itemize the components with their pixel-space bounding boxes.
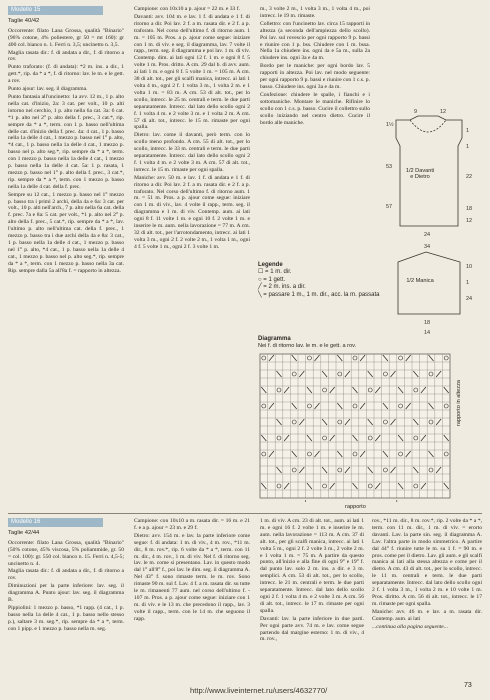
model16-text: rov., *11 m. dir., 8 m. rov.*, rip. 2 volte da * a *, term. con 11 m. dir., 1 m. di viv. = erorto davanti. Lav. la parte sin. seg. il diagramma A. Lav. l'altra parte in modo simmetrico. A partire dal 44° f. riunire tutte le m. su 1 f. = 90 m. e pros. come per il dietro. Lav. gli aum. e gli scalfi manica ai lati alla stessa altezza e come per il dietro. A cm. 43 di alt. tot., per lo scollo, intrecc. le 11 m. centrali e term. le due parti separatamente. Intrecc. dal lato dello scollo ogni 2 f. 1 volta 3 m., 1 volta 2 m. e 10 volte 1 m. Pros. diritto. A cm. 56 di alt. tot., intrecc. le 17 m. rimaste per ogni spalla. [372,518,482,607]
k2tog-symbol: ╱ [258,284,264,291]
model15-text: Sempre su 12 cat., 1 mezzo p. basso nel 1° mezzo p. basso tra i primi 2 archi, della 4a e 6a: 3 cat. per volt., 10 p. alti nell'arch., 7 p. alto nella 6a cat. della f. prec. 7a e 8a: 5 cat. per volt., *1 p. alto nel 2° p. alto della f. prec., 5 cat.*, rip. sempre da * a *, lav. l'ultimo p. alto nell'ultima cat. della f. prec., 1 mezzo p. basso tra i due archi della 4a e 8a: 3 cat., 1 p. basso nella 1a delle 4 cat., 1 mezzo p. basso nel 1° p. alto, *4 cat., 1 p. basso nella 1a delle 4 cat., 1 mezzo p. basso nel p. alto seg.*, rip. sempre da * a *, term. con 1 mezzo p. basso nella 3a cat. Rip. sempre dalla 5a all'8a f. = rapporto in altezza. [8,191,124,274]
model15-text: Davanti: avv. 104 m. e lav. 1 f. di andata e 1 f. di ritorno a dir. Poi lav. 2 f. a m. rasata dir. e 2 f. a p. traforato. Nel corso dell'ultimo f. di ritorno aum. 1 m. = 105 m. Pros. a p. ajour come segue: iniziare con 1 m. di viv. e seg. il diagramma, lav. 7 volte il rapp., term. seg. il diagramma e poi lav. 1 m. di viv. Contemp. dim. ai lati ogni 12 f. 1 m. e ogni 8 f. 5 volte 1 m. Pros. dritto. A cm. 29 dal b. di avv. aum. ai lati 1 m. e ogni 8 f. 5 volte 1 m. = 105 m. A cm. 38 di alt. tot., per gli scalfi manica, intrecc. ai lati 1 volta 4 m., ogni 2 f. 1 volta 3 m., 1 volta 2 m. e 1 volta 1 m. = 83 m. A cm. 53 di alt. tot., per lo scollo, intrecc. le 25 m. centrali e term. le due parti separatamente. Intrecc. dal lato dello scollo ogni 2 f. 1 volta 4 m. e 2 volte 3 m. e 1 volta 2 m. A cm. 57 di alt. tot., intrecc. le 15 m. rimaste per ogni spalla. [134,13,250,131]
schema-sleeve-label: 1/2 Manica [406,278,434,284]
skp-symbol: ╲ [258,291,264,298]
model15-text: Campione: con 10x10 a p. ajour = 22 m. e 33 f. [134,6,240,12]
legend-title: Legende [258,262,283,268]
model16-text: Davanti: lav. la parte inferiore in due parti. Per ogni parte avv. 74 m. e lav. come segue partendo dal margine esterno: 1 m. di viv., 4 m. rov., [260,615,364,643]
model16-text: Diminuzioni per la parte inferiore: lav. seg. il diagramma A. Punto ajour: lav. seg. il diagramma B. [8,583,124,604]
legend-item: ○ = 1 gett. [258,276,286,283]
schema-measure: 34 [424,244,431,250]
schema-front-label: 1/2 Davanti e Dietro [405,168,435,180]
schema-measure: 24 [424,232,431,238]
model15-text: Maglia rasata dir.: f. di andata a dir., f. di ritorno a rov. [8,49,124,63]
source-url[interactable]: http://www.liveinternet.ru/users/4632770/ [190,686,328,695]
model16-col3 [260,518,364,644]
legend-item: ☐ = 1 m. dir. [258,269,292,276]
legend [258,262,380,299]
model15-text: Occorrente: filato Lana Grossa, qualità "Binario" (96% cotone, 4% poliestere, gr 50 = mt 160): gr 400 col. bianco n. 1. Ferri n. 3,5; uncinetto n. 3,5. [8,27,124,48]
model16-col4 [372,518,482,632]
schema-measure: 1 [466,144,470,150]
schema-measure: 57 [386,204,393,210]
garment-schema [380,108,484,338]
model15-text: Bordo per le maniche: per ogni bordo lav. 5 rapporti in altezza. Poi lav. nel modo seguente: per ogni rapporto 9 p. bassi e riunire con 1 c.s. p. basso. Chiudere ins. ogni 3a e 4a m. [260,63,370,90]
model16-text: Maniche: avv. 46 m. e lav. a m. rasata dir. Contemp. aum. ai lati [372,608,482,622]
schema-measure: 18 [466,206,473,212]
model15-text: Punto traforato: (f. di andata): *2 m. ins. a dir., 1 gett.*, rip. da * a *, f. di ritorno: lav. le m. e le gett. a rov. [8,64,124,85]
schema-measure: 12 [440,109,447,115]
section-divider [8,513,482,514]
model15-text: Dietro: lav. come il davanti, però term. con lo scollo meno profondo. A cm. 55 di alt. tot., per lo scollo, intrecc. le 33 m. centrali e term. le due parti separatamente. Intrecc. dal lato dello scollo ogni 2 f. 1 volta 4 m. e 2 volte 3 m. A cm. 57 di alt. tot., intrecc. le 15 m. rimaste per ogni spalla. [134,132,250,173]
model16-text: Maglia rasata dir.: f. di andata a dir., f. di ritorno a rov. [8,568,124,582]
plain-stitch-symbol: ☐ [258,269,266,276]
model16-sizes: Taglie 42/44 [8,529,40,536]
model16-text: 1 m. di viv. A cm. 23 di alt. tot., aum. ai lati 1 m. e ogni 16 f. 2 volte 1 m. e inserire le m. aum. nella lavorazione = 113 m. A cm. 37 di alt. tot., per gli scalfi manica, intrecc. ai lati 1 volta 5 m., ogni 2 f. 2 volte 3 m., 2 volte 2 m. e 1 volta 1 m. = 75 m. A partire da questo punto, all'inizio e alla fine di ogni 9° e 19° f. dal punto lav. solo 2 m. ins. a dir. e 3 m. semplici. A cm. 53 di alt. tot., per lo scollo, intrecc. le 21 m. centrali e term. le due parti separatamente. Intrecc. dal lato dello scollo ogni 2 f. 1 volta 4 m. e 2 volte 3 m. A cm. 56 di alt. tot., intrecc. le 17 m. rimaste per ogni spalla. [260,518,364,614]
model15-text: Maniche: avv. 50 m. e lav. 1 f. di andata e 1 f. di ritorno a dir. Poi lav. 2 f. a m. rasata dir. e 2 f. a p. traforato. Nel corso dell'ultimo f. di ritorno aum. 1 m. = 51 m. Pros. a p. ajour come segue: iniziare con 1 m. di viv., lav. 4 volte il rapp., term. seg. il diagramma e 1 m. di viv. Contemp. aum. ai lati ogni 8 f. 11 volte 1 m. e ogni 10 f. 2 volte 1 m. e inserire le m. aum. nella lavorazione = 77 m. A cm. 32 di alt. tot., per l'arrotondamento, intrecc. ai lati 1 volta 3 m., ogni 2 f. 2 volte 2 m., 1 volta 1 m., ogni 4 f. 5 volte 1 m., ogni 2 f. 3 volte 1 m. [134,174,250,250]
model15-header: Modello 15 [8,6,103,15]
schema-measure: 22 [466,174,473,180]
repeat-label: rapporto [345,504,366,510]
model15-text: Punto fantasia all'uncinetto: 1a avv. 12 m., 1 p. alto nella cat. d'inizio, 2a: 3 cat. per volt., 10 p. alti intorno nel cerchio, 1 p. alto nella 6a cat. 3a: 6 cat. *1 p. alto nel 2° p. alto della f. prec., 3 cat.*, rip. sempre da * a *, term. con 1 p. basso nell'ultima delle cat. d'inizio della f. prec. 4a: 4 cat., 1 p. basso nella 1a delle 4 cat., 1 mezzo p. basso nel 1° p. alto, *4 cat., 1 p. basso nella 1a delle 4 cat., 1 mezzo p. basso nel p. alto seg.*, rip. sempre da * a *, term. con 1 mezzo p. basso nella 1a delle 4 cat., 1 mezzo p. basso nella 1a delle 4 cat. 5a: 1 p. rasata, 1 mezzo p. basso nel 1° p. alto della f. prec., 3 cat.*, rip. sempre da * a *, term. con 1 mezzo p. basso nella 1a delle 4 cat. della f. prec. [8,93,124,190]
model15-text: Confezione: chiudere le spalle, i fianchi e i sottomaniche. Montare le maniche. Rifinire lo scollo con 1 c.s. p. basso. Cucire il collettro sullo scollo iniziando nel centro dietro. Cucire il bordo alle maniche. [260,91,370,126]
model16-text: Occorrente: filato Lana Grossa, qualità "Binario" (50% cotone, 45% viscosa, 5% poliammide, gr. 50 = col. 100): gr. 550 col. bianco n. 15. Ferri n. 4,5-5; uncinetto n. 4. [8,539,124,567]
continued-note: ...continua alla pagina seguente... [372,623,448,630]
model15-text: m., 3 volte 2 m., 1 volta 3 m., 1 volta 4 m., poi intrecc. le 19 m. rimaste. [260,6,370,19]
model15-col1 [8,6,124,276]
schema-measure: 10 [466,264,473,270]
legend-item: ╱ = 2 m. ins. a dir. [258,284,306,291]
model16-text: Pippiolini: 1 mezzo p. basso, *1 rapp. (4 cat., 1 p. basso nella 1a delle 4 cat., 1 p. basso nello stesso p.), saltare 3 m. seg.*, rip. sempre da * a *, term. con 1 pipp. e 1 mezzo p. basso nella m. seg. [8,604,124,632]
model16-text: Dietro: avv. 154 m. e lav. la parte inferiore come segue: f. di andata: 1 m. di viv., 4 m. rov., *11 m. dir., 8 m. rov.*, rip. 6 volte da * a *, term. con 11 m. dir., 4 m. rov., 1 m. di viv. Nel f. di ritorno seg. lav. le m. come si presentano. Lav. in questo modo dal 1° all'8° f., poi lav. le dim. seg. il diagramma A. Nel 43° f. sono rimaste term. le m. rov. Sono rimaste 90 m. sul f. Lav. 4 f. a m. rasata dir. su tutte le m. rimanenti 77 aum. nel corso dell'ultimo f. - 107 m. Pros. a p. ajour come segue: iniziare con 1 m. di viv. e le 13 m. che precedono il rapp., lav. 3 volte il rapp., term. con le 14 m. che seguono il rapp. [134,532,250,622]
diagram-subtitle: Nei f. di ritorno lav. le m. e le gett. a rov. [258,343,357,349]
schema-measure: 12 [466,218,473,224]
height-repeat-label: rapporto in altezza [456,380,462,427]
schema-measure: 14 [424,330,431,336]
diagram-title: Diagramma [258,336,291,342]
model15-text: Collettro: con l'uncinetto lav. circa 15 rapporti in altezza (a seconda dell'ampiezza dello scollo). Poi lav. sul rovescio per ogni rapporto 9 p. bassi e riunire con 1 p. bss. Chiudere con 1 m. bssa. Nella 1a chiudere ins. ogni 4a e 5a m., sulla 2a chiudere ins. ogni 3a e 4a m. [260,20,370,62]
model15-col2 [134,6,250,252]
model16-col1 [8,518,124,634]
schema-measure: 1 [466,280,470,286]
model15-sizes: Taglie 40/42 [8,17,40,24]
schema-measure: 24 [466,296,473,302]
schema-measure: 53 [386,164,393,170]
page-number: 73 [464,682,472,689]
schema-measure: 1 [466,128,470,134]
stitch-diagram [258,352,458,502]
model15-col3 [260,6,370,127]
repeat-bracket [306,500,397,502]
yarn-over-symbol: ○ [258,276,264,283]
schema-measure: 18 [424,320,431,326]
model16-text: Campione: con 10x10 a m. rasata dir. = 16 m. e 21 f. e a p. ajour = 23 m. e 29 f. [134,518,250,531]
model15-text: Punto ajour: lav. seg. il diagramma. [8,86,88,93]
schema-measure: 9 [414,109,418,115]
model16-col2 [134,518,250,624]
legend-item: ╲ = passare 1 m., 1 m. dir., acc. la m. passata [258,291,380,298]
schema-measure: 1½ [386,122,394,128]
model16-header: Modello 16 [8,518,103,527]
